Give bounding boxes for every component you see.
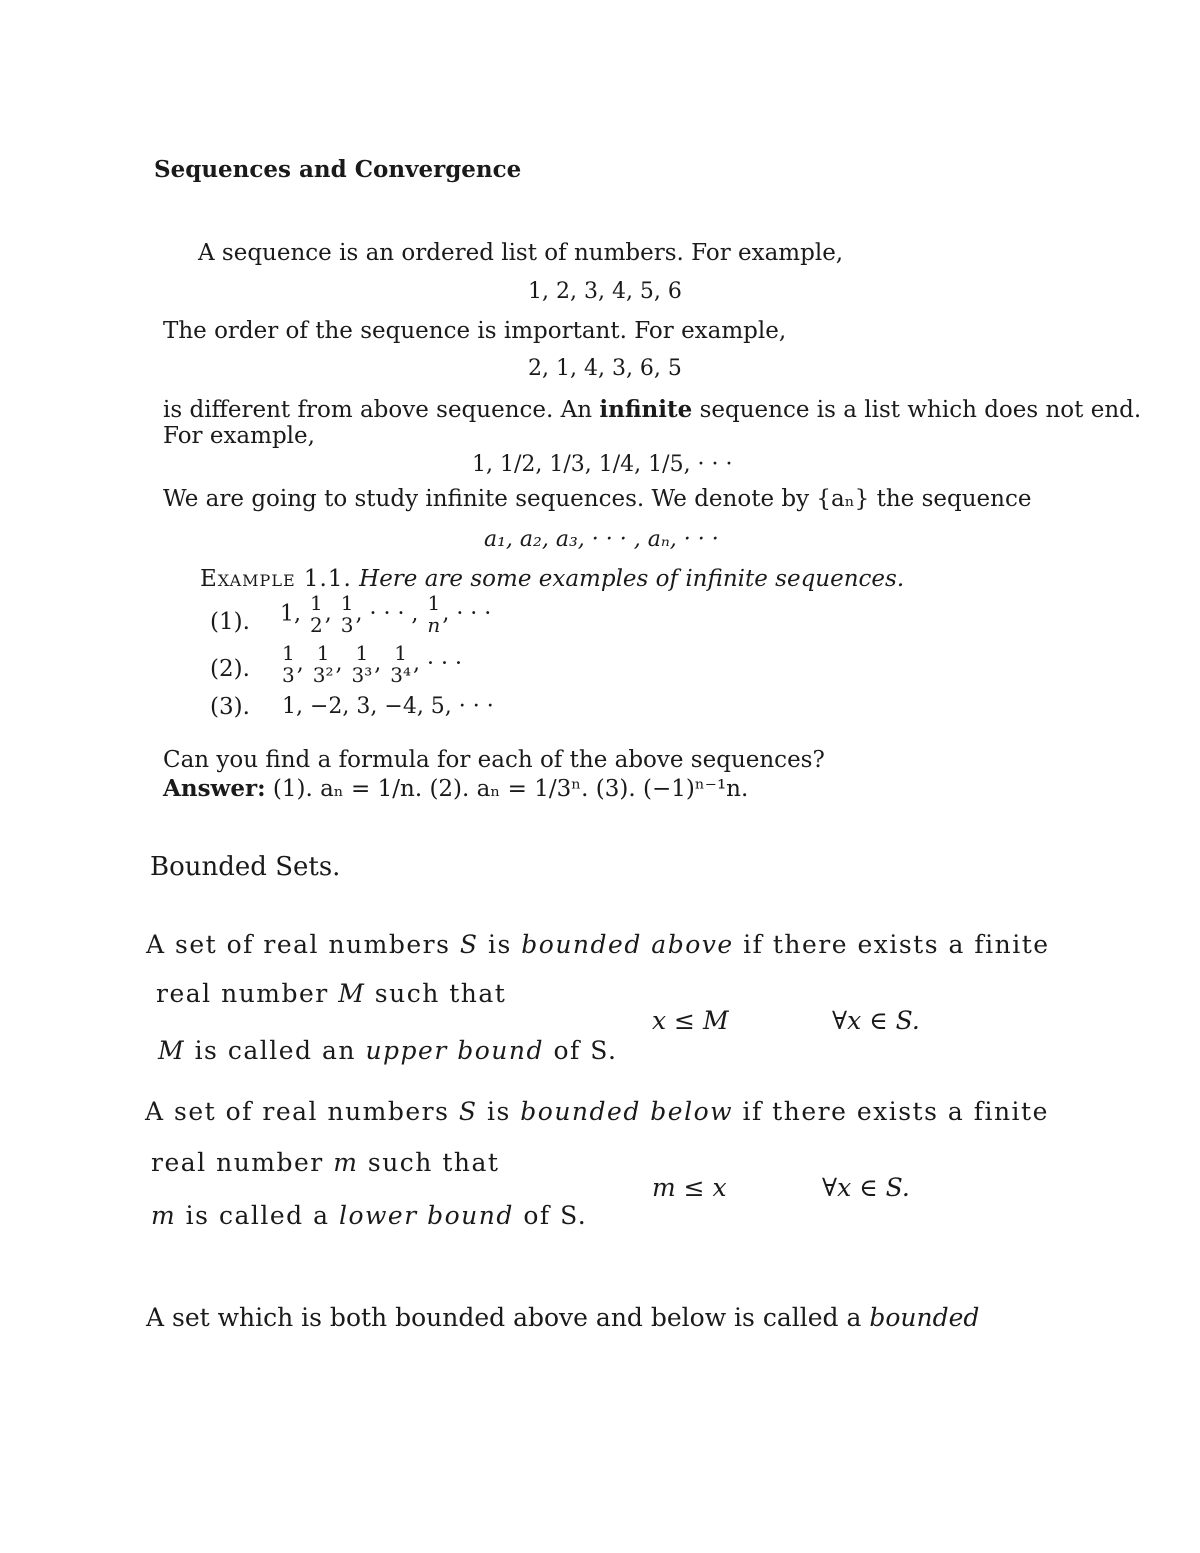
real-number-text: real number [156,979,329,1008]
fraction-one-third: 1 3 [340,591,354,637]
answer-formulas: (1). aₙ = 1/n. (2). aₙ = 1/3ⁿ. (3). (−1)ⁿ⁻¹n. [272,776,749,802]
question-text: Can you find a formula for each of the above sequences? [163,747,825,773]
example-1-sequence: 1, 1 2 , 1 3 , · · · , 1 n , · · · [280,591,492,637]
upper-bound-M: M [158,1036,186,1065]
sequence-example-3: 1, 1/2, 1/3, 1/4, 1/5, · · · [472,452,733,477]
study-paragraph: We are going to study infinite sequences. We denote by {aₙ} the sequence [163,486,1032,512]
bounded-set-definition [146,1303,979,1332]
upper-bound-definition [158,1036,617,1065]
lower-bound-called: is called a [185,1201,330,1230]
section-title-bounded-sets: Bounded Sets. [150,852,341,882]
infinite-definition-end: sequence is a list which does not end. [699,397,1142,423]
bounded-below-text-end: if there exists a finite [742,1097,1049,1126]
bounded-below-term: bounded below [520,1097,734,1126]
infinite-term: infinite [599,396,693,423]
bounded-below-is: is [487,1097,511,1126]
bounded-term: bounded [869,1303,980,1332]
upper-bound-term: upper bound [365,1036,544,1065]
bounded-below-definition-line1 [145,1097,1049,1126]
example-3-sequence: 1, −2, 3, −4, 5, · · · [282,694,494,719]
fraction-one-half: 1 2 [310,591,323,637]
section-title-sequences: Sequences and Convergence [154,156,522,183]
infinite-definition [163,396,1141,423]
upper-bound-of-S: of S. [553,1036,618,1065]
bounded-above-text-end: if there exists a finite [743,930,1050,959]
bounded-above-definition-line2 [156,979,506,1008]
example-2-label: (2). [210,656,250,682]
example-heading [200,566,904,592]
for-example-text: For example, [163,423,315,449]
example-1-label: (1). [210,609,250,635]
lower-bound-symbol-m: m [333,1148,359,1177]
real-number-text-below: real number [151,1148,324,1177]
upper-bound-called: is called an [194,1036,356,1065]
fraction-one-over-n: 1 n [427,591,441,637]
order-paragraph: The order of the sequence is important. For example, [163,318,787,344]
lower-bound-definition [151,1201,587,1230]
lower-bound-quantifier: ∀x ∈ S. [822,1173,910,1202]
bounded-below-text-start: A set of real numbers [145,1097,450,1126]
such-that-text: such that [374,979,507,1008]
fraction-one-over-3-fourth: 1 3⁴ [390,641,411,687]
such-that-text-below: such that [367,1148,500,1177]
fraction-one-over-3: 1 3 [282,641,295,687]
example-2-sequence: 1 3 , 1 3² , 1 3³ , 1 3⁴ , · · · [282,641,462,687]
fraction-one-over-3-squared: 1 3² [312,641,334,687]
set-symbol-S-below: S [458,1097,478,1126]
lower-bound-inequality: m ≤ x [652,1173,727,1202]
upper-bound-symbol-M: M [338,979,366,1008]
intro-paragraph: A sequence is an ordered list of numbers. For example, [198,240,844,266]
bounded-above-term: bounded above [521,930,734,959]
sequence-example-2: 2, 1, 4, 3, 6, 5 [528,356,682,381]
lower-bound-of-S: of S. [523,1201,588,1230]
upper-bound-quantifier: ∀x ∈ S. [832,1006,920,1035]
example-description: Here are some examples of infinite sequences. [359,566,905,592]
bounded-set-text: A set which is both bounded above and below is called a [146,1303,862,1332]
bounded-above-definition-line1 [146,930,1050,959]
lower-bound-term: lower bound [338,1201,514,1230]
upper-bound-inequality: x ≤ M [652,1006,729,1035]
example-3-label: (3). [210,694,250,720]
sequence-example-1: 1, 2, 3, 4, 5, 6 [528,279,682,304]
answer-line [163,775,748,802]
bounded-above-text-start: A set of real numbers [146,930,451,959]
answer-label: Answer: [163,775,266,802]
infinite-definition-start: is different from above sequence. An [163,397,593,423]
set-symbol-S: S [459,930,479,959]
bounded-above-is: is [488,930,512,959]
bounded-below-definition-line2 [151,1148,499,1177]
example-label: Example 1.1. [200,566,352,592]
fraction-one-over-3-cubed: 1 3³ [351,641,373,687]
lower-bound-m: m [151,1201,177,1230]
general-sequence: a₁, a₂, a₃, · · · , aₙ, · · · [484,527,719,552]
